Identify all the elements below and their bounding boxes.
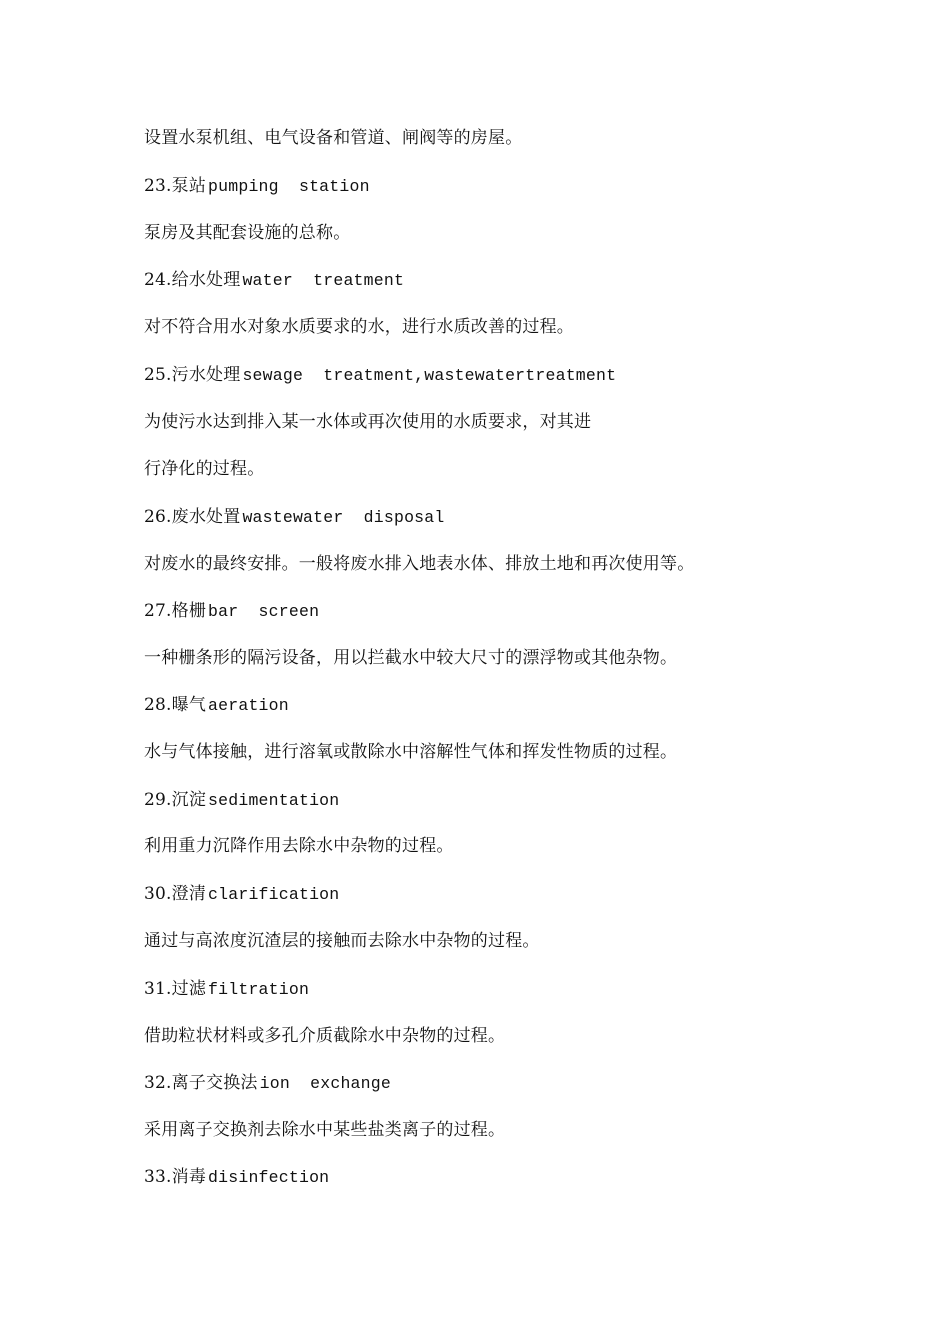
term-english: wastewater disposal — [242, 508, 445, 527]
definition-line: 行净化的过程。 — [144, 459, 265, 479]
term-english: disinfection — [208, 1168, 330, 1187]
term-english: clarification — [208, 885, 340, 904]
term-number-name: 32.离子交换法 — [144, 1073, 258, 1093]
term-heading — [144, 268, 404, 292]
term-heading — [144, 505, 444, 529]
term-heading — [144, 363, 616, 387]
definition-line: 设置水泵机组、电气设备和管道、闸阀等的房屋。 — [144, 128, 523, 148]
term-number-name: 24.给水处理 — [144, 270, 241, 290]
definition-line: 泵房及其配套设施的总称。 — [144, 223, 351, 243]
term-heading — [144, 1165, 329, 1189]
term-english: pumping station — [208, 177, 370, 196]
definition-line: 水与气体接触，进行溶氧或散除水中溶解性气体和挥发性物质的过程。 — [144, 742, 678, 762]
term-heading — [144, 1071, 391, 1095]
definition-line: 通过与高浓度沉渣层的接触而去除水中杂物的过程。 — [144, 931, 540, 951]
definition-line: 采用离子交换剂去除水中某些盐类离子的过程。 — [144, 1120, 506, 1140]
term-heading — [144, 882, 339, 906]
term-number-name: 33.消毒 — [144, 1167, 207, 1187]
term-number-name: 23.泵站 — [144, 176, 207, 196]
term-number-name: 30.澄清 — [144, 884, 207, 904]
term-english: sedimentation — [208, 791, 340, 810]
term-heading — [144, 977, 309, 1001]
term-english: sewage treatment,wastewatertreatment — [242, 366, 617, 385]
term-number-name: 31.过滤 — [144, 979, 207, 999]
term-number-name: 25.污水处理 — [144, 365, 241, 385]
definition-line: 对废水的最终安排。一般将废水排入地表水体、排放土地和再次使用等。 — [144, 554, 695, 574]
term-english: ion exchange — [259, 1074, 391, 1093]
term-number-name: 26.废水处置 — [144, 507, 241, 527]
term-heading — [144, 788, 339, 812]
definition-line: 利用重力沉降作用去除水中杂物的过程。 — [144, 836, 454, 856]
definition-line: 借助粒状材料或多孔介质截除水中杂物的过程。 — [144, 1026, 506, 1046]
term-english: aeration — [208, 696, 289, 715]
term-english: bar screen — [208, 602, 320, 621]
term-number-name: 29.沉淀 — [144, 790, 207, 810]
term-heading — [144, 174, 370, 198]
term-english: water treatment — [242, 271, 405, 290]
term-english: filtration — [208, 980, 310, 999]
term-heading — [144, 693, 289, 717]
definition-line: 一种栅条形的隔污设备，用以拦截水中较大尺寸的漂浮物或其他杂物。 — [144, 648, 678, 668]
definition-line: 对不符合用水对象水质要求的水，进行水质改善的过程。 — [144, 317, 574, 337]
term-heading — [144, 599, 319, 623]
definition-line: 为使污水达到排入某一水体或再次使用的水质要求，对其进 — [144, 412, 592, 432]
term-number-name: 27.格栅 — [144, 601, 207, 621]
term-number-name: 28.曝气 — [144, 695, 207, 715]
